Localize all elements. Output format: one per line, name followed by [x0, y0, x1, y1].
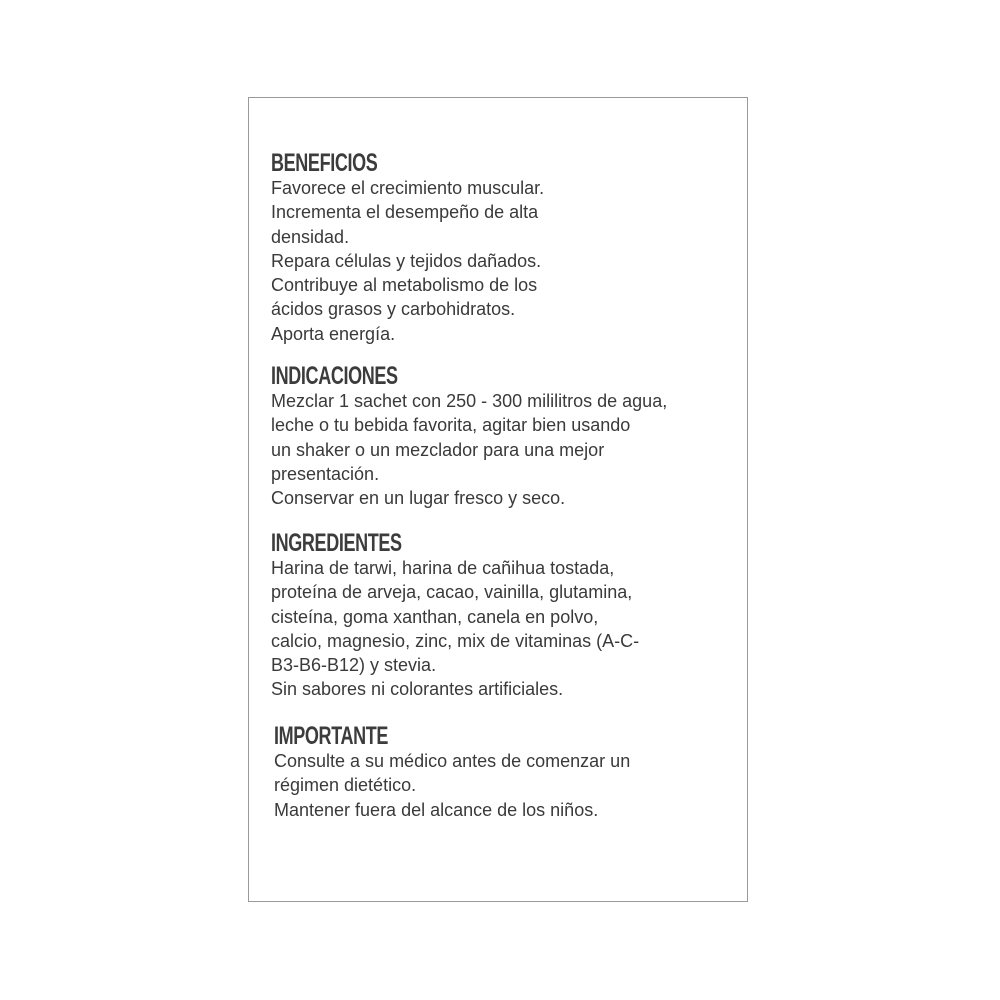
section-ingredientes	[271, 530, 731, 702]
text-line: un shaker o un mezclador para una mejor	[271, 439, 605, 460]
text-line: proteína de arveja, cacao, vainilla, glutamina,	[271, 582, 633, 603]
text-line: Favorece el crecimiento muscular.	[271, 178, 545, 198]
section-heading: BENEFICIOS	[271, 149, 378, 177]
text-line: ácidos grasos y carbohidratos.	[271, 299, 516, 320]
text-line: Aporta energía.	[271, 323, 396, 344]
text-line: Sin sabores ni colorantes artificiales.	[271, 679, 564, 700]
text-line: calcio, magnesio, zinc, mix de vitaminas (A-C-	[271, 630, 640, 651]
text-line: densidad.	[271, 226, 350, 247]
text-line: Repara células y tejidos dañados.	[271, 250, 542, 271]
section-importante	[274, 723, 734, 822]
text-line: Contribuye al metabolismo de los	[271, 275, 538, 296]
section-heading: IMPORTANTE	[274, 722, 389, 750]
section-indicaciones	[271, 363, 731, 510]
text-line: leche o tu bebida favorita, agitar bien usando	[271, 415, 631, 436]
text-line: Consulte a su médico antes de comenzar un	[274, 751, 631, 771]
text-line: Mezclar 1 sachet con 250 - 300 mililitros de agua,	[271, 391, 668, 411]
product-label-card	[248, 97, 748, 902]
text-line: presentación.	[271, 463, 380, 484]
section-beneficios	[271, 150, 731, 346]
text-line: Mantener fuera del alcance de los niños.	[274, 799, 599, 820]
text-line: régimen dietético.	[274, 775, 417, 796]
text-line: Harina de tarwi, harina de cañihua tostada,	[271, 558, 615, 578]
section-heading: INGREDIENTES	[271, 529, 402, 557]
text-line: B3-B6-B12) y stevia.	[271, 655, 437, 676]
text-line: Incrementa el desempeño de alta	[271, 202, 539, 223]
text-line: Conservar en un lugar fresco y seco.	[271, 488, 566, 509]
section-heading: INDICACIONES	[271, 362, 398, 390]
text-line: cisteína, goma xanthan, canela en polvo,	[271, 606, 599, 627]
